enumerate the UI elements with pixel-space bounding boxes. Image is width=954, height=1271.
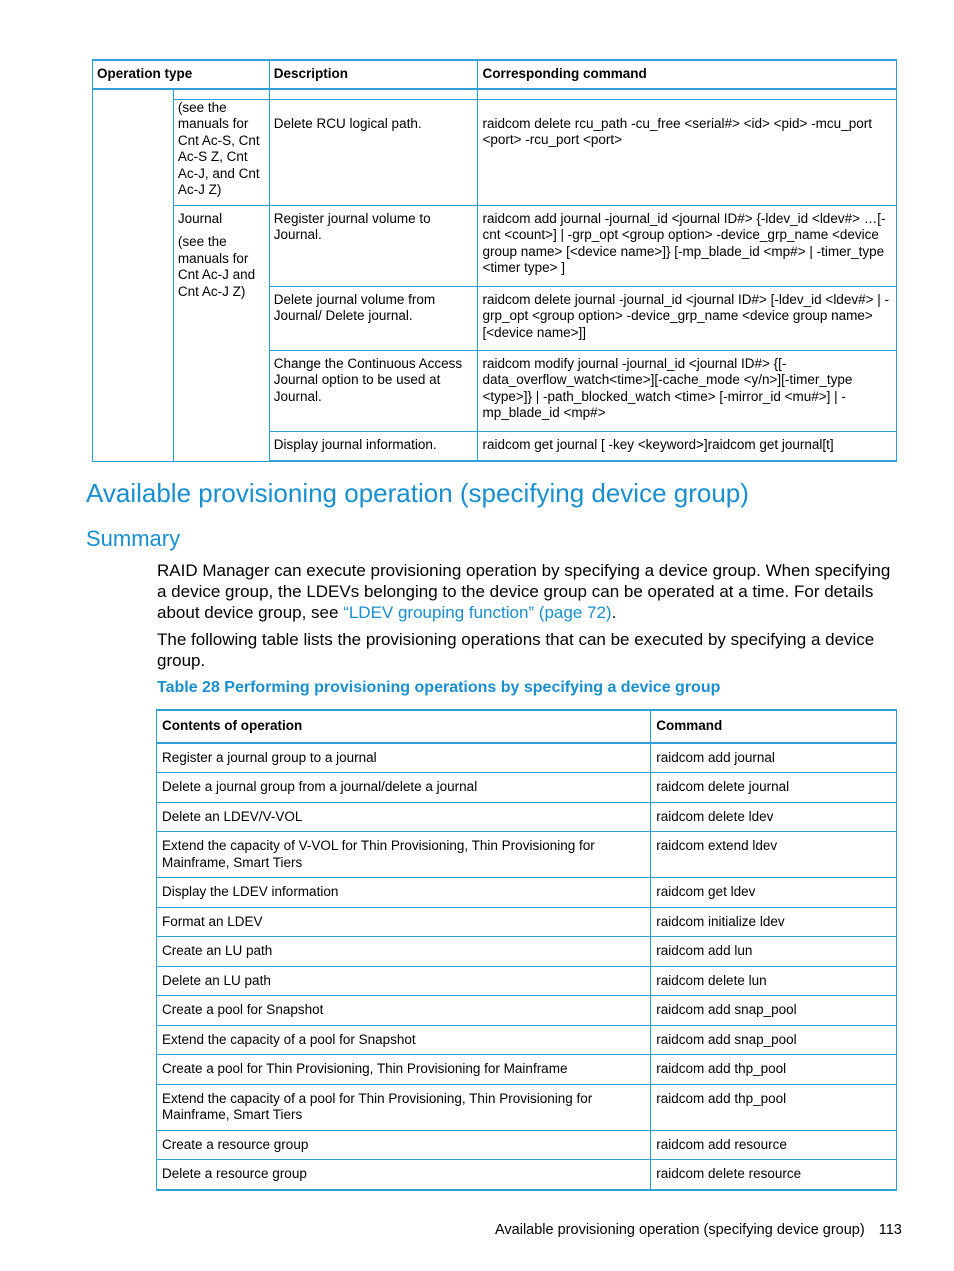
page-footer	[495, 1222, 902, 1238]
command-cell: raidcom delete journal	[651, 773, 897, 803]
table-header-row	[157, 710, 897, 743]
operation-cell: Create a resource group	[157, 1130, 651, 1160]
table-row	[93, 205, 897, 286]
table-row	[157, 802, 897, 832]
operation-cell: Extend the capacity of a pool for Snapshot	[157, 1025, 651, 1055]
operation-cell: Register a journal group to a journal	[157, 743, 651, 773]
operation-type-title: Journal	[177, 210, 223, 226]
table-row	[157, 832, 897, 878]
command-cell: raidcom add thp_pool	[651, 1055, 897, 1085]
table-cell	[478, 89, 897, 100]
table-row	[157, 1025, 897, 1055]
operation-cell: Extend the capacity of V-VOL for Thin Provisioning, Thin Provisioning for Mainframe, Smart Tiers	[157, 832, 651, 878]
command-cell: raidcom add lun	[651, 937, 897, 967]
operation-cell: Delete an LU path	[157, 966, 651, 996]
page-number: 113	[878, 1222, 902, 1238]
description-cell: Delete journal volume from Journal/ Delete journal.	[269, 286, 478, 350]
table-row	[157, 1055, 897, 1085]
table-row	[157, 878, 897, 908]
summary-paragraph	[157, 560, 902, 623]
operation-cell: Display the LDEV information	[157, 878, 651, 908]
command-cell: raidcom get journal [ -key <keyword>]raidcom get journal[t]	[478, 431, 897, 461]
paragraph-text: RAID Manager can execute provisioning operation by specifying a device group. When specifying a device group, the LDEVs belonging to the device group can be operated at a time. For details about device group, see	[157, 561, 891, 622]
description-cell: Register journal volume to Journal.	[269, 205, 478, 286]
table-row	[157, 773, 897, 803]
table-row	[157, 907, 897, 937]
table-row	[157, 1160, 897, 1190]
table-row	[157, 1130, 897, 1160]
footer-text: Available provisioning operation (specifying device group)	[495, 1222, 865, 1238]
provisioning-operations-table	[156, 709, 897, 1191]
table-row	[157, 966, 897, 996]
operation-cell: Create a pool for Snapshot	[157, 996, 651, 1026]
paragraph-text-end: .	[611, 603, 617, 622]
operation-cell: Delete a journal group from a journal/delete a journal	[157, 773, 651, 803]
group-cell-empty	[93, 89, 174, 462]
description-cell: Change the Continuous Access Journal option to be used at Journal.	[269, 350, 478, 431]
operation-cell: Format an LDEV	[157, 907, 651, 937]
command-cell: raidcom add journal	[651, 743, 897, 773]
command-cell: raidcom delete resource	[651, 1160, 897, 1190]
operation-type-cell	[173, 205, 269, 461]
col-header-description: Description	[269, 60, 478, 89]
command-cell: raidcom add resource	[651, 1130, 897, 1160]
command-cell: raidcom delete rcu_path -cu_free <serial#> <id> <pid> -mcu_port <port> -rcu_port <port>	[478, 99, 897, 205]
table-row	[157, 996, 897, 1026]
description-cell: Delete RCU logical path.	[269, 99, 478, 205]
table-row	[157, 1084, 897, 1130]
command-cell: raidcom add snap_pool	[651, 1025, 897, 1055]
command-cell: raidcom delete lun	[651, 966, 897, 996]
table-cell	[173, 89, 269, 100]
table-header-row	[93, 60, 897, 89]
table-intro-paragraph: The following table lists the provisioning operations that can be executed by specifying a device group.	[157, 630, 875, 670]
command-cell: raidcom delete journal -journal_id <journal ID#> [-ldev_id <ldev#> | -grp_opt <group option> -device_grp_name <device group name> [<device name>]]	[478, 286, 897, 350]
command-cell: raidcom modify journal -journal_id <journal ID#> {[-data_overflow_watch<time>][-cache_mode <y/n>][-timer_type <type>]} | -path_blocked_watch <time> [-mirror_id <mu#>] | -mp_blade_id <mp#>	[478, 350, 897, 431]
table-row	[93, 99, 897, 205]
command-cell: raidcom delete ldev	[651, 802, 897, 832]
col-header-operation-type: Operation type	[93, 60, 270, 89]
operation-type-cell: (see the manuals for Cnt Ac-S, Cnt Ac-S Z, Cnt Ac-J, and Cnt Ac-J Z)	[173, 99, 269, 205]
continued-operations-table	[92, 59, 897, 462]
table-row	[93, 89, 897, 100]
table-row	[157, 743, 897, 773]
command-cell: raidcom add journal -journal_id <journal ID#> {-ldev_id <ldev#> …[-cnt <count>] | -grp_opt <group option> -device_grp_name <device group name> [<device name>]} [-mp_blade_id <mp#> | -timer_type <timer type> ]	[478, 205, 897, 286]
operation-type-note: (see the manuals for Cnt Ac-J and Cnt Ac-J Z)	[177, 234, 256, 299]
operation-cell: Delete an LDEV/V-VOL	[157, 802, 651, 832]
col-header-command: Command	[651, 710, 897, 743]
col-header-command: Corresponding command	[478, 60, 897, 89]
table-caption: Table 28 Performing provisioning operations by specifying a device group	[157, 679, 721, 696]
command-cell: raidcom initialize ldev	[651, 907, 897, 937]
operation-cell: Extend the capacity of a pool for Thin Provisioning, Thin Provisioning for Mainframe, Smart Tiers	[157, 1084, 651, 1130]
operation-cell: Create an LU path	[157, 937, 651, 967]
col-header-contents: Contents of operation	[157, 710, 651, 743]
command-cell: raidcom get ldev	[651, 878, 897, 908]
table-row	[157, 937, 897, 967]
operation-cell: Delete a resource group	[157, 1160, 651, 1190]
command-cell: raidcom add snap_pool	[651, 996, 897, 1026]
section-title: Available provisioning operation (specifying device group)	[86, 478, 749, 508]
table-cell	[269, 89, 478, 100]
ldev-grouping-link[interactable]: “LDEV grouping function” (page 72)	[343, 603, 612, 622]
subsection-title: Summary	[86, 526, 181, 551]
operation-cell: Create a pool for Thin Provisioning, Thin Provisioning for Mainframe	[157, 1055, 651, 1085]
command-cell: raidcom add thp_pool	[651, 1084, 897, 1130]
command-cell: raidcom extend ldev	[651, 832, 897, 878]
description-cell: Display journal information.	[269, 431, 478, 461]
